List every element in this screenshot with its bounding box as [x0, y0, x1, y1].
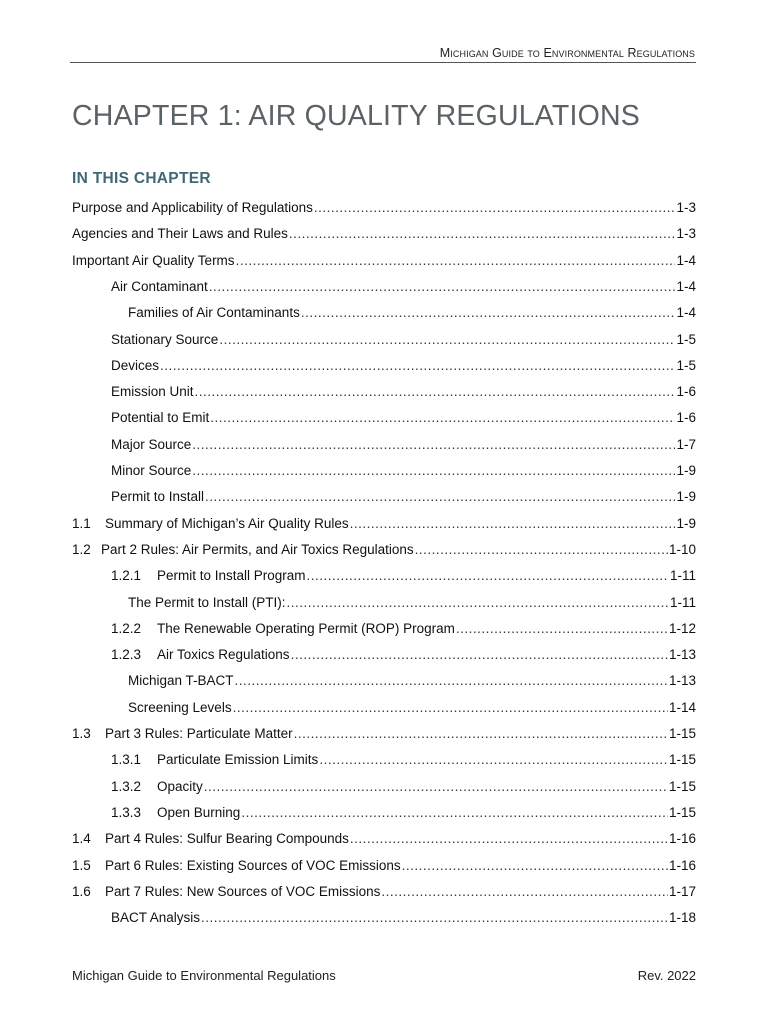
toc-entry-title: Families of Air Contaminants	[128, 305, 300, 321]
toc-entry-page: 1-15	[668, 726, 696, 741]
toc-entry-title: Part 6 Rules: Existing Sources of VOC Emissions	[105, 857, 401, 873]
toc-entry-title: Permit to Install Program	[157, 568, 306, 584]
toc-heading: IN THIS CHAPTER	[72, 170, 211, 187]
toc-entry-page: 1-3	[676, 226, 696, 242]
toc-entry-number: 1.4	[72, 831, 91, 847]
toc-leader-dots	[294, 721, 668, 747]
toc-entry-title: Opacity	[157, 778, 203, 794]
toc-entry-title: Michigan T-BACT	[128, 673, 234, 689]
toc-entry-page: 1-6	[676, 410, 696, 426]
toc-leader-dots	[350, 826, 668, 852]
toc-entry[interactable]	[72, 905, 696, 931]
toc-leader-dots	[307, 563, 669, 589]
toc-entry-number: 1.1	[72, 515, 91, 531]
footer-revision: Rev. 2022	[637, 968, 696, 983]
toc-leader-dots	[219, 327, 675, 353]
toc-leader-dots	[233, 695, 668, 721]
toc-entry-page: 1-12	[668, 620, 696, 636]
toc-entry-page: 1-3	[676, 200, 696, 215]
toc-entry-number: 1.2.3	[111, 647, 142, 663]
toc-entry-title: Part 2 Rules: Air Permits, and Air Toxics Regulations	[101, 541, 414, 557]
toc-entry[interactable]	[72, 853, 696, 879]
toc-leader-dots	[236, 248, 676, 274]
toc-entry[interactable]	[72, 353, 696, 379]
toc-entry-title: Air Toxics Regulations	[157, 647, 290, 663]
toc-entry[interactable]	[72, 826, 696, 852]
toc-entry[interactable]	[72, 537, 696, 563]
toc-entry-title: Part 4 Rules: Sulfur Bearing Compounds	[105, 831, 349, 847]
toc-entry-page: 1-9	[676, 515, 696, 531]
toc-entry-title: The Renewable Operating Permit (ROP) Program	[157, 620, 455, 636]
toc-entry-title: Screening Levels	[128, 699, 232, 715]
toc-entry[interactable]	[72, 432, 696, 458]
toc-entry-title: Part 7 Rules: New Sources of VOC Emissions	[105, 883, 381, 899]
toc-entry-title: Minor Source	[111, 463, 192, 478]
toc-leader-dots	[235, 668, 668, 694]
toc-entry-page: 1-5	[676, 331, 696, 347]
toc-entry[interactable]	[72, 484, 696, 510]
toc-leader-dots	[456, 616, 668, 642]
toc-entry-number: 1.3.1	[111, 752, 142, 768]
toc-entry-page: 1-15	[668, 778, 696, 794]
toc-entry-page: 1-7	[676, 436, 696, 452]
toc-entry-title: Summary of Michigan’s Air Quality Rules	[105, 515, 349, 531]
toc-entry-page: 1-16	[668, 831, 696, 847]
toc-entry-number: 1.6	[72, 883, 91, 899]
toc-entry[interactable]	[72, 616, 696, 642]
toc-entry-title: Important Air Quality Terms	[72, 252, 235, 268]
toc-entry[interactable]	[72, 300, 696, 326]
toc-entry-page: 1-15	[668, 804, 696, 820]
toc-leader-dots	[160, 353, 675, 379]
toc-entry[interactable]	[72, 695, 696, 721]
toc-entry-page: 1-11	[669, 594, 696, 610]
toc-entry-title: Purpose and Applicability of Regulations	[72, 200, 313, 215]
toc-entry[interactable]	[72, 458, 696, 484]
toc-entry-title: Potential to Emit	[111, 410, 210, 426]
toc-leader-dots	[381, 879, 668, 905]
toc-entry[interactable]	[72, 721, 696, 747]
toc-entry[interactable]	[72, 800, 696, 826]
toc-leader-dots	[201, 905, 668, 931]
toc-entry-page: 1-5	[676, 357, 696, 373]
running-header: Michigan Guide to Environmental Regulations	[439, 46, 695, 60]
toc-leader-dots	[195, 379, 676, 405]
toc-leader-dots	[241, 800, 668, 826]
toc-entry[interactable]	[72, 379, 696, 405]
toc-entry-title: Permit to Install	[111, 489, 205, 505]
toc-entry-title: Stationary Source	[111, 331, 219, 347]
toc-entry-page: 1-14	[668, 699, 696, 715]
toc-entry-page: 1-18	[668, 910, 696, 926]
toc-entry[interactable]	[72, 668, 696, 694]
toc-entry-title: Air Contaminant	[111, 278, 208, 294]
toc-entry-page: 1-10	[668, 541, 696, 557]
toc-entry-page: 1-17	[668, 883, 696, 899]
toc-entry[interactable]	[72, 248, 696, 274]
toc-leader-dots	[291, 642, 668, 668]
toc-entry[interactable]	[72, 642, 696, 668]
toc-entry-page: 1-4	[676, 252, 696, 268]
toc-entry-title: BACT Analysis	[111, 910, 201, 926]
toc-leader-dots	[210, 405, 675, 431]
toc-entry[interactable]	[72, 221, 696, 247]
toc-entry-title: Major Source	[111, 436, 192, 452]
toc-entry-title: Particulate Emission Limits	[157, 752, 319, 768]
footer-title: Michigan Guide to Environmental Regulations	[72, 968, 336, 983]
toc-entry-number: 1.3	[72, 726, 91, 741]
toc-entry-title: Agencies and Their Laws and Rules	[72, 226, 288, 242]
toc-entry-page: 1-16	[668, 857, 696, 873]
toc-entry-page: 1-15	[668, 752, 696, 768]
toc-entry-number: 1.5	[72, 857, 91, 873]
toc-entry-number: 1.2.1	[111, 568, 142, 584]
toc-entry[interactable]	[72, 405, 696, 431]
toc-entry-page: 1-11	[669, 568, 696, 584]
toc-entry-page: 1-6	[676, 384, 696, 400]
toc-entry-title: Open Burning	[157, 804, 241, 820]
toc-entry-title: The Permit to Install (PTI):	[128, 594, 286, 610]
toc-entry[interactable]	[72, 590, 696, 616]
toc-leader-dots	[192, 458, 675, 484]
toc-entry-page: 1-4	[676, 305, 696, 321]
toc-entry-number: 1.2	[72, 541, 91, 557]
toc-entry[interactable]	[72, 274, 696, 300]
toc-leader-dots	[301, 300, 676, 326]
toc-entry[interactable]	[72, 747, 696, 773]
toc-entry-page: 1-9	[676, 463, 696, 478]
toc-entry[interactable]	[72, 195, 696, 221]
toc-leader-dots	[205, 484, 675, 510]
toc-entry-page: 1-4	[676, 278, 696, 294]
toc-leader-dots	[319, 747, 668, 773]
toc-leader-dots	[314, 195, 676, 221]
toc-entry-title: Emission Unit	[111, 384, 194, 400]
toc-entry-page: 1-13	[668, 673, 696, 689]
chapter-title: CHAPTER 1: AIR QUALITY REGULATIONS	[72, 100, 640, 132]
toc-entry-page: 1-13	[668, 647, 696, 663]
header-rule	[70, 62, 696, 63]
toc-entry[interactable]	[72, 774, 696, 800]
toc-entry[interactable]	[72, 879, 696, 905]
toc-entry-title: Part 3 Rules: Particulate Matter	[105, 726, 293, 741]
toc-leader-dots	[415, 537, 668, 563]
toc-leader-dots	[204, 774, 668, 800]
toc-entry-number: 1.3.3	[111, 804, 142, 820]
toc-leader-dots	[209, 274, 676, 300]
toc-leader-dots	[192, 432, 675, 458]
toc-entry[interactable]	[72, 511, 696, 537]
toc-entry-number: 1.3.2	[111, 778, 142, 794]
toc-leader-dots	[287, 590, 669, 616]
toc-entry-page: 1-9	[676, 489, 696, 505]
toc-leader-dots	[402, 853, 668, 879]
toc-entry[interactable]	[72, 327, 696, 353]
toc-entry-number: 1.2.2	[111, 620, 142, 636]
toc-entry[interactable]	[72, 563, 696, 589]
toc-leader-dots	[289, 221, 676, 247]
toc-leader-dots	[350, 511, 676, 537]
toc-entry-title: Devices	[111, 357, 160, 373]
